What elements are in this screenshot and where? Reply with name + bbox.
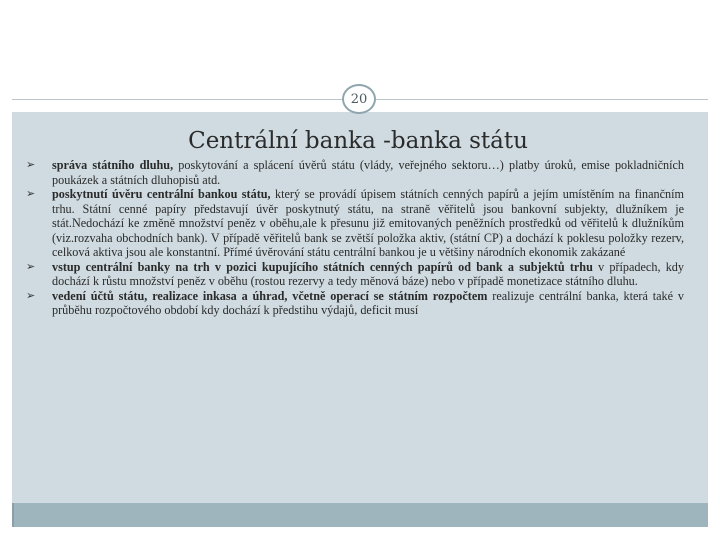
list-item	[26, 259, 684, 289]
list-item-text: realizuje centrální banka, která také v průběhu rozpočtového období kdy dochází k předstihu výdajů, deficit musí	[52, 288, 684, 317]
arrow-bullet-icon: ➢	[26, 289, 36, 302]
list-item-text: který se provádí úpisem státních cenných papírů a jejím umístěním na finančním trhu. Státní cenné papíry představují úvěr poskytnutý státu, na straně věřitelů jsou bankovní subjekty, dlužníkem je stát.Nedochází ke změně množství peněz v oběhu,ale k přesunu již emitovaných peněžních prostředků od věřitelů k dlužníkům (viz.rozvaha obchodních bank). V případě věřitelů bank se zvětší položka aktiv, (státní CP) a dochází k poklesu položky rezerv, celková aktiva jsou ale konstantní. Přímé úvěrování státu centrální bankou je u většiny národních ekonomik zakázané	[52, 187, 684, 259]
arrow-bullet-icon: ➢	[26, 159, 36, 171]
arrow-bullet-icon: ➢	[26, 260, 36, 273]
slide-title: Centrální banka -banka státu	[188, 128, 528, 154]
list-item-bold: vstup centrální banky na trh v pozici kupujícího státních cenných papírů od bank a subjektů trhu	[52, 259, 593, 274]
page-number-badge	[342, 84, 376, 114]
list-item	[26, 187, 684, 260]
list-item-bold: vedení účtů státu, realizace inkasa a úhrad, včetně operací se státním rozpočtem	[52, 288, 488, 303]
arrow-bullet-icon: ➢	[26, 188, 36, 200]
list-item-bold: poskytnutí úvěru centrální bankou státu,	[52, 187, 271, 201]
list-item	[26, 158, 684, 187]
page-number: 20	[350, 91, 368, 107]
list-item	[26, 288, 684, 318]
list-item-bold: správa státního dluhu,	[52, 158, 174, 172]
bullet-list	[26, 158, 684, 318]
list-item-text: v případech, kdy dochází k růstu množství peněz v oběhu (rostou rezervy a tedy měnová báze) nebo v případě monetizace státního dluhu.	[52, 259, 684, 288]
list-item-text: poskytování a splácení úvěrů státu (vlády, veřejného sektoru…) platby úroků, emise pokladničních poukázek a státních dluhopisů atd.	[52, 158, 684, 187]
footer-edge-accent	[12, 503, 14, 527]
slide-footer-band	[12, 503, 708, 527]
